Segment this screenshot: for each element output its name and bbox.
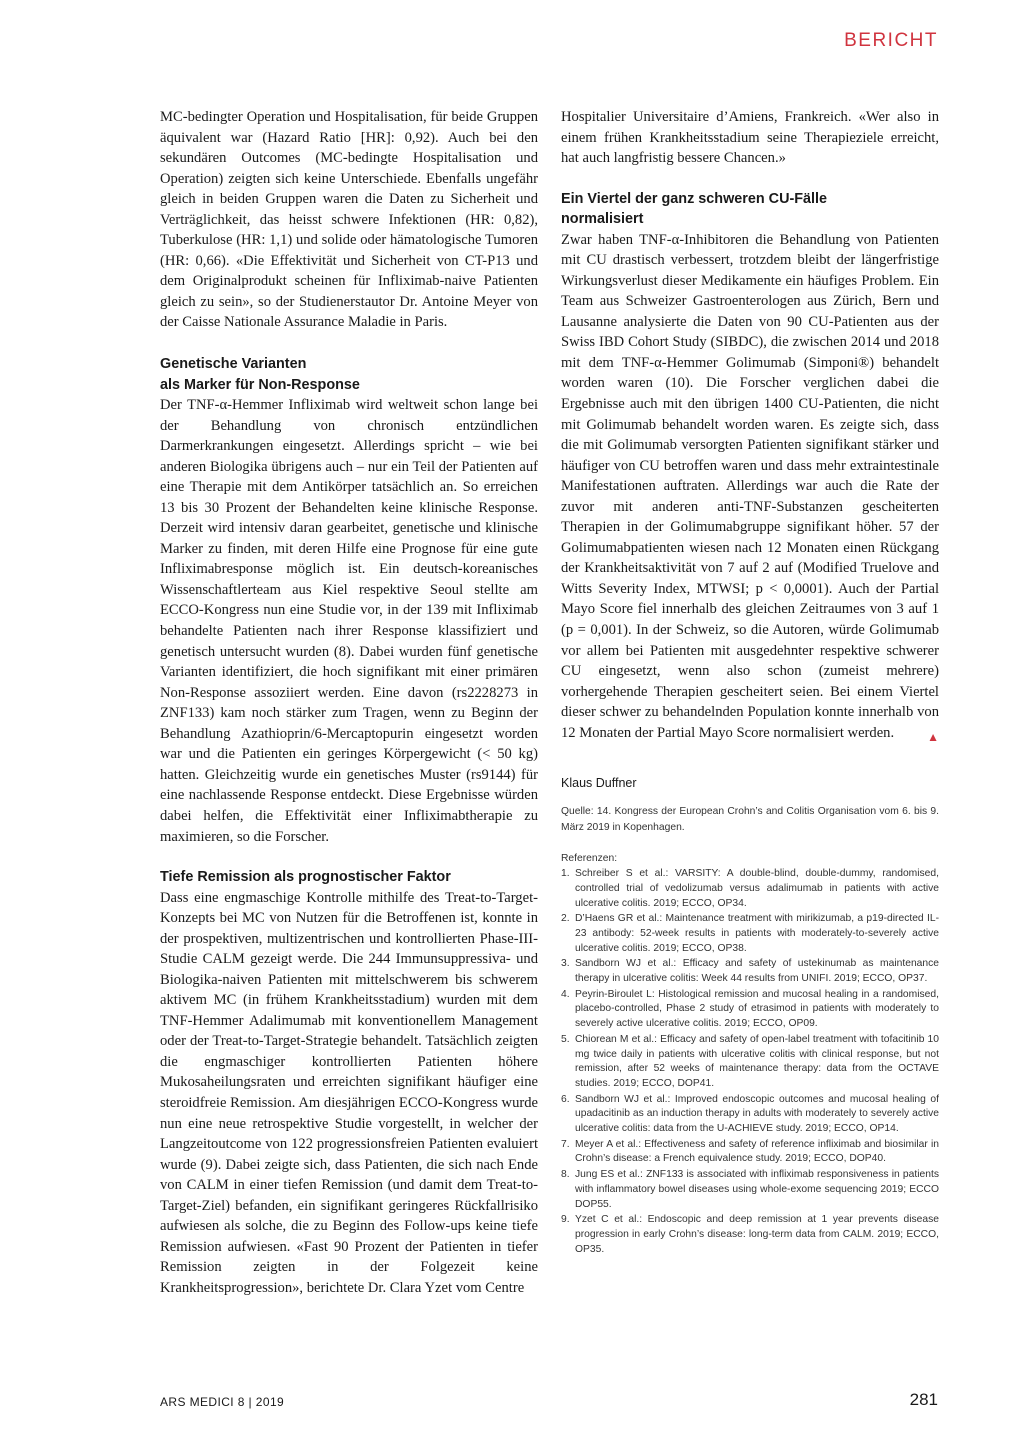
right-column xyxy=(561,107,939,1257)
reference-number: 3. xyxy=(561,958,570,970)
end-mark-triangle-icon: ▲ xyxy=(927,729,939,744)
left-column xyxy=(160,107,538,1298)
reference-text: Chiorean M et al.: Efficacy and safety of open-label treatment with tofacitinib 10 mg twice daily in patients with ulcerative colitis with clinical response, but not remission, after 52 weeks of maintenance therapy: data from the OCTAVE studies. 2019; ECCO, DOP41. xyxy=(575,1033,939,1089)
continuation-text: Hospitalier Universitaire d’Amiens, Frankreich. «Wer also in einem frühen Krankheitsstadium seine Therapieziele erreicht, hat auch langfristig bessere Chancen.» xyxy=(561,109,939,167)
cu-paragraph xyxy=(561,230,939,744)
heading-remission-text: Tiefe Remission als prognostischer Faktor xyxy=(160,869,451,886)
reference-number: 5. xyxy=(561,1033,570,1045)
genetic-text: Der TNF-α-Hemmer Infliximab wird weltweit schon lange bei der Behandlung von chronisch entzündlichen Darmerkrankungen eingesetzt. Allerdings spricht – wie bei anderen Biologika übrigens auch – nur ein Teil der Patienten auf eine Therapie mit dem Antikörper tatsächlich an. So erreichen 13 bis 30 Prozent der Behandelten keine klinische Response. Derzeit wird intensiv daran gearbeitet, genetische und klinische Marker zu finden, mit deren Hilfe eine Prognose für eine gute Infliximabresponse möglich ist. Ein deutsch-koreanisches Wissenschaftlerteam aus Kiel respektive Seoul stellte am ECCO-Kongress nun eine Studie vor, in der 139 mit Infliximab behandelte Patienten nach ihrer Response klassifiziert und genetisch untersucht wurden (8). Dabei wurden fünf genetische Varianten identifiziert, die hoch signifikant mit einer primären Non-Response assoziiert werden. Eine davon (rs2228273 in ZNF133) kam noch stärker zum Tragen, wenn zu Beginn der Behandlung Azathioprin/6-Mercaptopurin eingesetzt worden war und die Patienten ein geringes Körpergewicht (< 50 kg) hatten. Gleichzeitig wurde ein genetisches Muster (rs9144) für eine nachlassende Response entdeckt. Diese Ergebnisse würden dabei helfen, die Effektivität einer Infliximabtherapie zu maximieren, so die Forscher. xyxy=(160,397,538,845)
reference-text: Sandborn WJ et al.: Efficacy and safety of ustekinumab as maintenance therapy in ulcerative colitis: Week 44 results from UNIFI. 2019; ECCO, OP37. xyxy=(575,958,939,985)
heading-cu-line2: normalisiert xyxy=(561,211,644,228)
reference-item xyxy=(561,867,939,911)
heading-cu-cases xyxy=(561,189,939,230)
reference-number: 1. xyxy=(561,868,570,880)
cu-text-content: Zwar haben TNF-α-Inhibitoren die Behandlung von Patienten mit CU drastisch verbessert, trotzdem bleibt der längerfristige Wirkungsverlust dieser Medikamente ein häufiges Problem. Ein Team aus Schweizer Gastroenterologen aus Zürich, Bern und Lausanne analysierte die Daten von 90 CU-Patienten aus der Swiss IBD Cohort Study (SIBDC), die zwischen 2014 und 2018 mit dem TNF-α-Hemmer Golimumab (Simponi®) behandelt worden waren (10). Die Forscher verglichen dabei die Ergebnisse auch mit den übrigen 1400 CU-Patienten, die nicht mit Golimumab behandelt worden waren. Es zeigte sich, dass die mit Golimumab versorgten Patienten signifikant stärker und häufiger von CU betroffen waren und dass mehr extraintestinale Manifestationen auftraten. Allerdings war auch die Rate der zuvor mit anderen anti-TNF-Substanzen gescheiterten Therapien in der Golimumabgruppe signifikant höher. 57 der Golimumabpatienten wiesen nach 12 Monaten einen Rückgang der Krankheitsaktivität von 7 auf 2 auf (Modified Truelove and Witts Severity Index, MTWSI; p < 0,0001). Auch der Partial Mayo Score fiel innerhalb des gleichen Zeitraumes von 3 auf 1 (p = 0,001). In der Schweiz, so die Autoren, würde Golimumab vor allem bei Patienten mit ausgedehnter respektive schwerer CU eingesetzt, wenn also schon (zumeist mehrere) vorhergehende Therapien gescheitert seien. Bei einem Viertel dieser schwer zu behandelnden Population konnte innerhalb von 12 Monaten der Partial Mayo Score normalisiert werden. xyxy=(561,231,939,741)
remission-text: Dass eine engmaschige Kontrolle mithilfe des Treat-to-Target-Konzepts bei MC von Nutzen für die Betroffenen ist, konnte in der prospektiven, multizentrischen und kontrollierten Phase-III-Studie CALM gezeigt werde. Die 244 Immunsuppressiva- und Biologika-naiven Patienten mit mittelschwerem bis schwerem aktivem MC (in frühem Krankheitsstadium) wurden mit dem TNF-Hemmer Adalimumab mit konventionellem Management oder der Treat-to-Target-Strategie behandelt. Tatsächlich zeigten die engmaschiger kontrollierten Patienten höhere Mukosaheilungsraten und erreichten signifikant häufiger eine steroidfreie Remission. Am diesjährigen ECCO-Kongress wurde nun eine neue retrospektive Studie vorgestellt, in welcher der Langzeitoutcome von 122 progressionsfreien Patienten evaluiert wurde (9). Dabei zeigte sich, dass Patienten, die sich nach Ende von CALM in einer tiefen Remission (und damit dem Treat-to-Target-Ziel) befanden, ein signifikant geringeres Rückfallrisiko aufwiesen als solche, die zu Beginn des Follow-ups keine tiefe Remission aufwiesen. «Fast 90 Prozent der Patienten in tiefer Remission zeigten in der Folgezeit keine Krankheitsprogression», berichtete Dr. Clara Yzet vom Centre xyxy=(160,889,538,1296)
intro-paragraph xyxy=(160,107,538,333)
reference-item xyxy=(561,1168,939,1212)
heading-genetic-line2: als Marker für Non-Response xyxy=(160,376,360,393)
page-number: 281 xyxy=(909,1390,938,1409)
reference-text: Jung ES et al.: ZNF133 is associated with infliximab responsiveness in patients with inflammatory bowel diseases using whole-exome sequencing 2019; ECCO DOP55. xyxy=(575,1169,939,1210)
reference-text: Meyer A et al.: Effectiveness and safety of reference infliximab and biosimilar in Crohn’s disease: a French equivalence study. 2019; ECCO, DOP40. xyxy=(575,1138,939,1165)
reference-text: D’Haens GR et al.: Maintenance treatment with mirikizumab, a p19-directed IL-23 antibody: 52-week results in patients with moderately-to-severely active ulcerative colitis. 2019; ECCO, OP38. xyxy=(575,913,939,954)
reference-text: Sandborn WJ et al.: Improved endoscopic outcomes and mucosal healing of upadacitinib as an induction therapy in adults with moderately to severely active ulcerative colitis: data from the U-ACHIEVE study. 2019; ECCO, OP14. xyxy=(575,1093,939,1135)
genetic-paragraph xyxy=(160,395,538,847)
reference-text: Yzet C et al.: Endoscopic and deep remission at 1 year prevents disease progression in early Crohn’s disease: long-term data from CALM. 2019; ECCO, OP35. xyxy=(575,1214,939,1255)
continuation-paragraph xyxy=(561,107,939,169)
author-name: Klaus Duffner xyxy=(561,776,637,791)
reference-number: 9. xyxy=(561,1214,570,1226)
reference-number: 2. xyxy=(561,913,570,925)
reference-item xyxy=(561,912,939,956)
reference-number: 8. xyxy=(561,1169,570,1181)
references-list xyxy=(561,867,939,1257)
source-note: Quelle: 14. Kongress der European Crohn’s and Colitis Organisation vom 6. bis 9. März 2019 in Kopenhagen. xyxy=(561,806,939,833)
intro-text: MC-bedingter Operation und Hospitalisation, für beide Gruppen äquivalent war (Hazard Ratio [HR]: 0,92). Auch bei den sekundären Outcomes (MC-bedingte Hospitalisation und Operation) zeigten sich keine Unterschiede. Ebenfalls ungefähr gleich in beiden Gruppen waren die Daten zu Sicherheit und Verträglichkeit, das heisst schwere Infektionen (HR: 0,82), Tuberkulose (HR: 1,1) und solide oder hämatologische Tumoren (HR: 0,66). «Die Effektivität und Sicherheit von CT-P13 und dem Originalprodukt scheinen für Infliximab-naive Patienten gleich zu sein», so der Studienerstautor Dr. Antoine Meyer von der Caisse Nationale Assurance Maladie in Paris. xyxy=(160,109,538,331)
section-label: BERICHT xyxy=(844,30,938,51)
reference-text: Schreiber S et al.: VARSITY: A double-blind, double-dummy, randomised, controlled trial of vedolizumab versus adalimumab in patients with active ulcerative colitis. 2019; ECCO, OP34. xyxy=(575,868,939,909)
reference-item xyxy=(561,1093,939,1137)
reference-item xyxy=(561,957,939,986)
reference-item xyxy=(561,1138,939,1167)
heading-genetic-variants xyxy=(160,354,538,395)
heading-genetic-line1: Genetische Varianten xyxy=(160,356,307,373)
reference-item xyxy=(561,1213,939,1257)
reference-number: 4. xyxy=(561,988,570,1000)
footer-journal: ARS MEDICI 8 | 2019 xyxy=(160,1395,285,1409)
remission-paragraph xyxy=(160,888,538,1299)
references-title: Referenzen: xyxy=(561,853,618,865)
heading-deep-remission xyxy=(160,867,538,888)
reference-number: 6. xyxy=(561,1093,570,1105)
heading-cu-line1: Ein Viertel der ganz schweren CU-Fälle xyxy=(561,190,828,207)
reference-number: 7. xyxy=(561,1138,570,1150)
reference-item xyxy=(561,1033,939,1092)
reference-item xyxy=(561,988,939,1032)
cu-text xyxy=(561,230,939,744)
reference-text: Peyrin-Biroulet L: Histological remission and mucosal healing in a randomised, placebo-controlled, Phase 2 study of etrasimod in patients with moderately to severely active ulcerative colitis. 2019; ECCO, OP09. xyxy=(575,988,939,1030)
